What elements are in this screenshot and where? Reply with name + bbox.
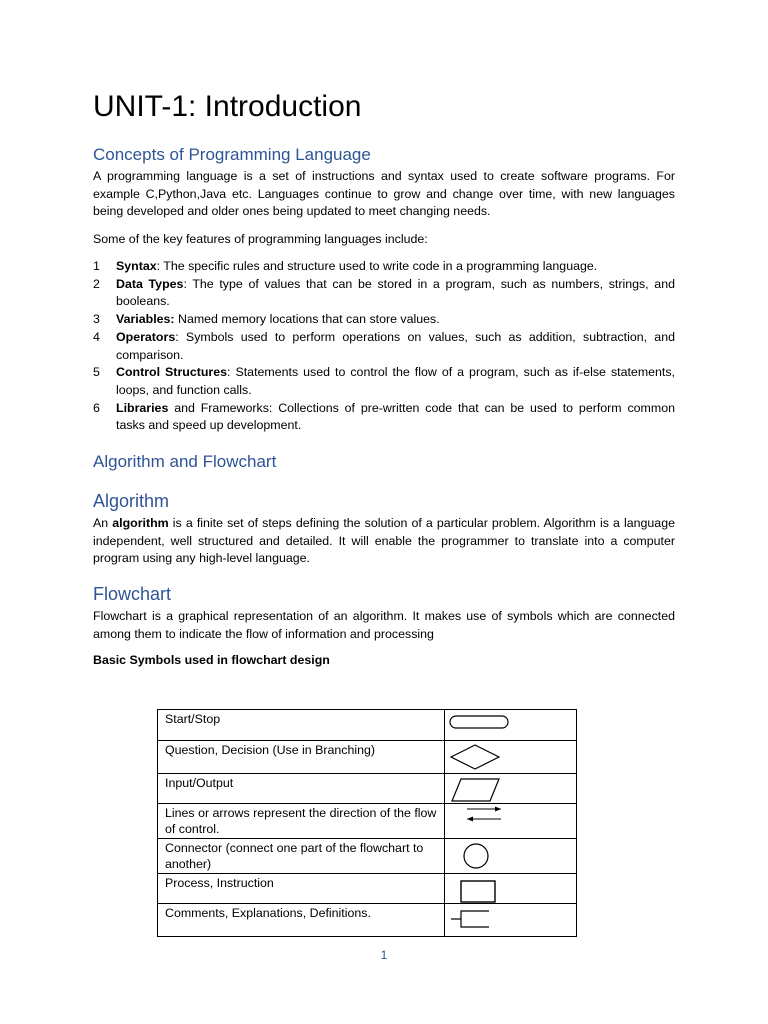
concepts-intro: A programming language is a set of instructions and syntax used to create software programs. For example C,Python,Java etc. Languages continue to grow and change over time, with new languages being developed and older ones being updated to meet changing needs.: [93, 169, 675, 219]
algorithm-heading: Algorithm: [93, 491, 170, 511]
terminal-oval-icon: [444, 710, 576, 741]
symbol-label: Comments, Explanations, Definitions.: [158, 904, 445, 937]
comment-bracket-icon: [444, 904, 576, 937]
algorithm-text: An algorithm is a finite set of steps defining the solution of a particular problem. Algorithm is a language independent, well structured and detailed. It will enable the programmer to translate into a computer program using any high-level language.: [93, 516, 675, 566]
symbol-label: Connector (connect one part of the flowchart to another): [158, 839, 445, 874]
features-list: [93, 258, 675, 435]
decision-diamond-icon: [444, 741, 576, 774]
symbol-label: Process, Instruction: [158, 874, 445, 904]
list-item: 3 Variables: Named memory locations that can store values.: [93, 312, 440, 327]
symbols-heading: Basic Symbols used in flowchart design: [93, 653, 330, 667]
list-item: 5 Control Structures: Statements used to control the flow of a program, such as if-else statements, loops, and function calls.: [93, 365, 675, 397]
page-title: UNIT-1: Introduction: [93, 90, 362, 123]
table-row: [158, 774, 577, 804]
process-rectangle-icon: [444, 874, 576, 904]
table-row: [158, 904, 577, 937]
concepts-heading: Concepts of Programming Language: [93, 145, 371, 164]
table-row: [158, 710, 577, 741]
page-number: 1: [380, 948, 388, 962]
features-lead: Some of the key features of programming languages include:: [93, 232, 428, 246]
table-row: [158, 804, 577, 839]
list-item: 2 Data Types: The type of values that can be stored in a program, such as numbers, strings, and booleans.: [93, 276, 675, 309]
table-row: [158, 839, 577, 874]
table-row: [158, 874, 577, 904]
symbol-label: Lines or arrows represent the direction of the flow of control.: [158, 804, 445, 839]
io-parallelogram-icon: [444, 774, 576, 804]
connector-circle-icon: [444, 839, 576, 874]
algo-flow-heading: Algorithm and Flowchart: [93, 452, 277, 471]
symbol-label: Start/Stop: [158, 710, 445, 741]
list-item: 1 Syntax: The specific rules and structure used to write code in a programming language.: [93, 259, 598, 273]
flowchart-heading: Flowchart: [93, 584, 172, 604]
list-item: 4 Operators: Symbols used to perform operations on values, such as addition, subtraction, and comparison.: [93, 329, 675, 362]
flow-arrows-icon: [444, 804, 576, 839]
symbol-label: Input/Output: [158, 774, 445, 804]
symbols-table: [157, 709, 577, 937]
symbol-label: Question, Decision (Use in Branching): [158, 741, 445, 774]
flowchart-text: Flowchart is a graphical representation of an algorithm. It makes use of symbols which are connected among them to indicate the flow of information and processing: [93, 609, 675, 641]
table-row: [158, 741, 577, 774]
list-item: 6 Libraries and Frameworks: Collections of pre-written code that can be used to perform common tasks and speed up development.: [93, 400, 675, 433]
